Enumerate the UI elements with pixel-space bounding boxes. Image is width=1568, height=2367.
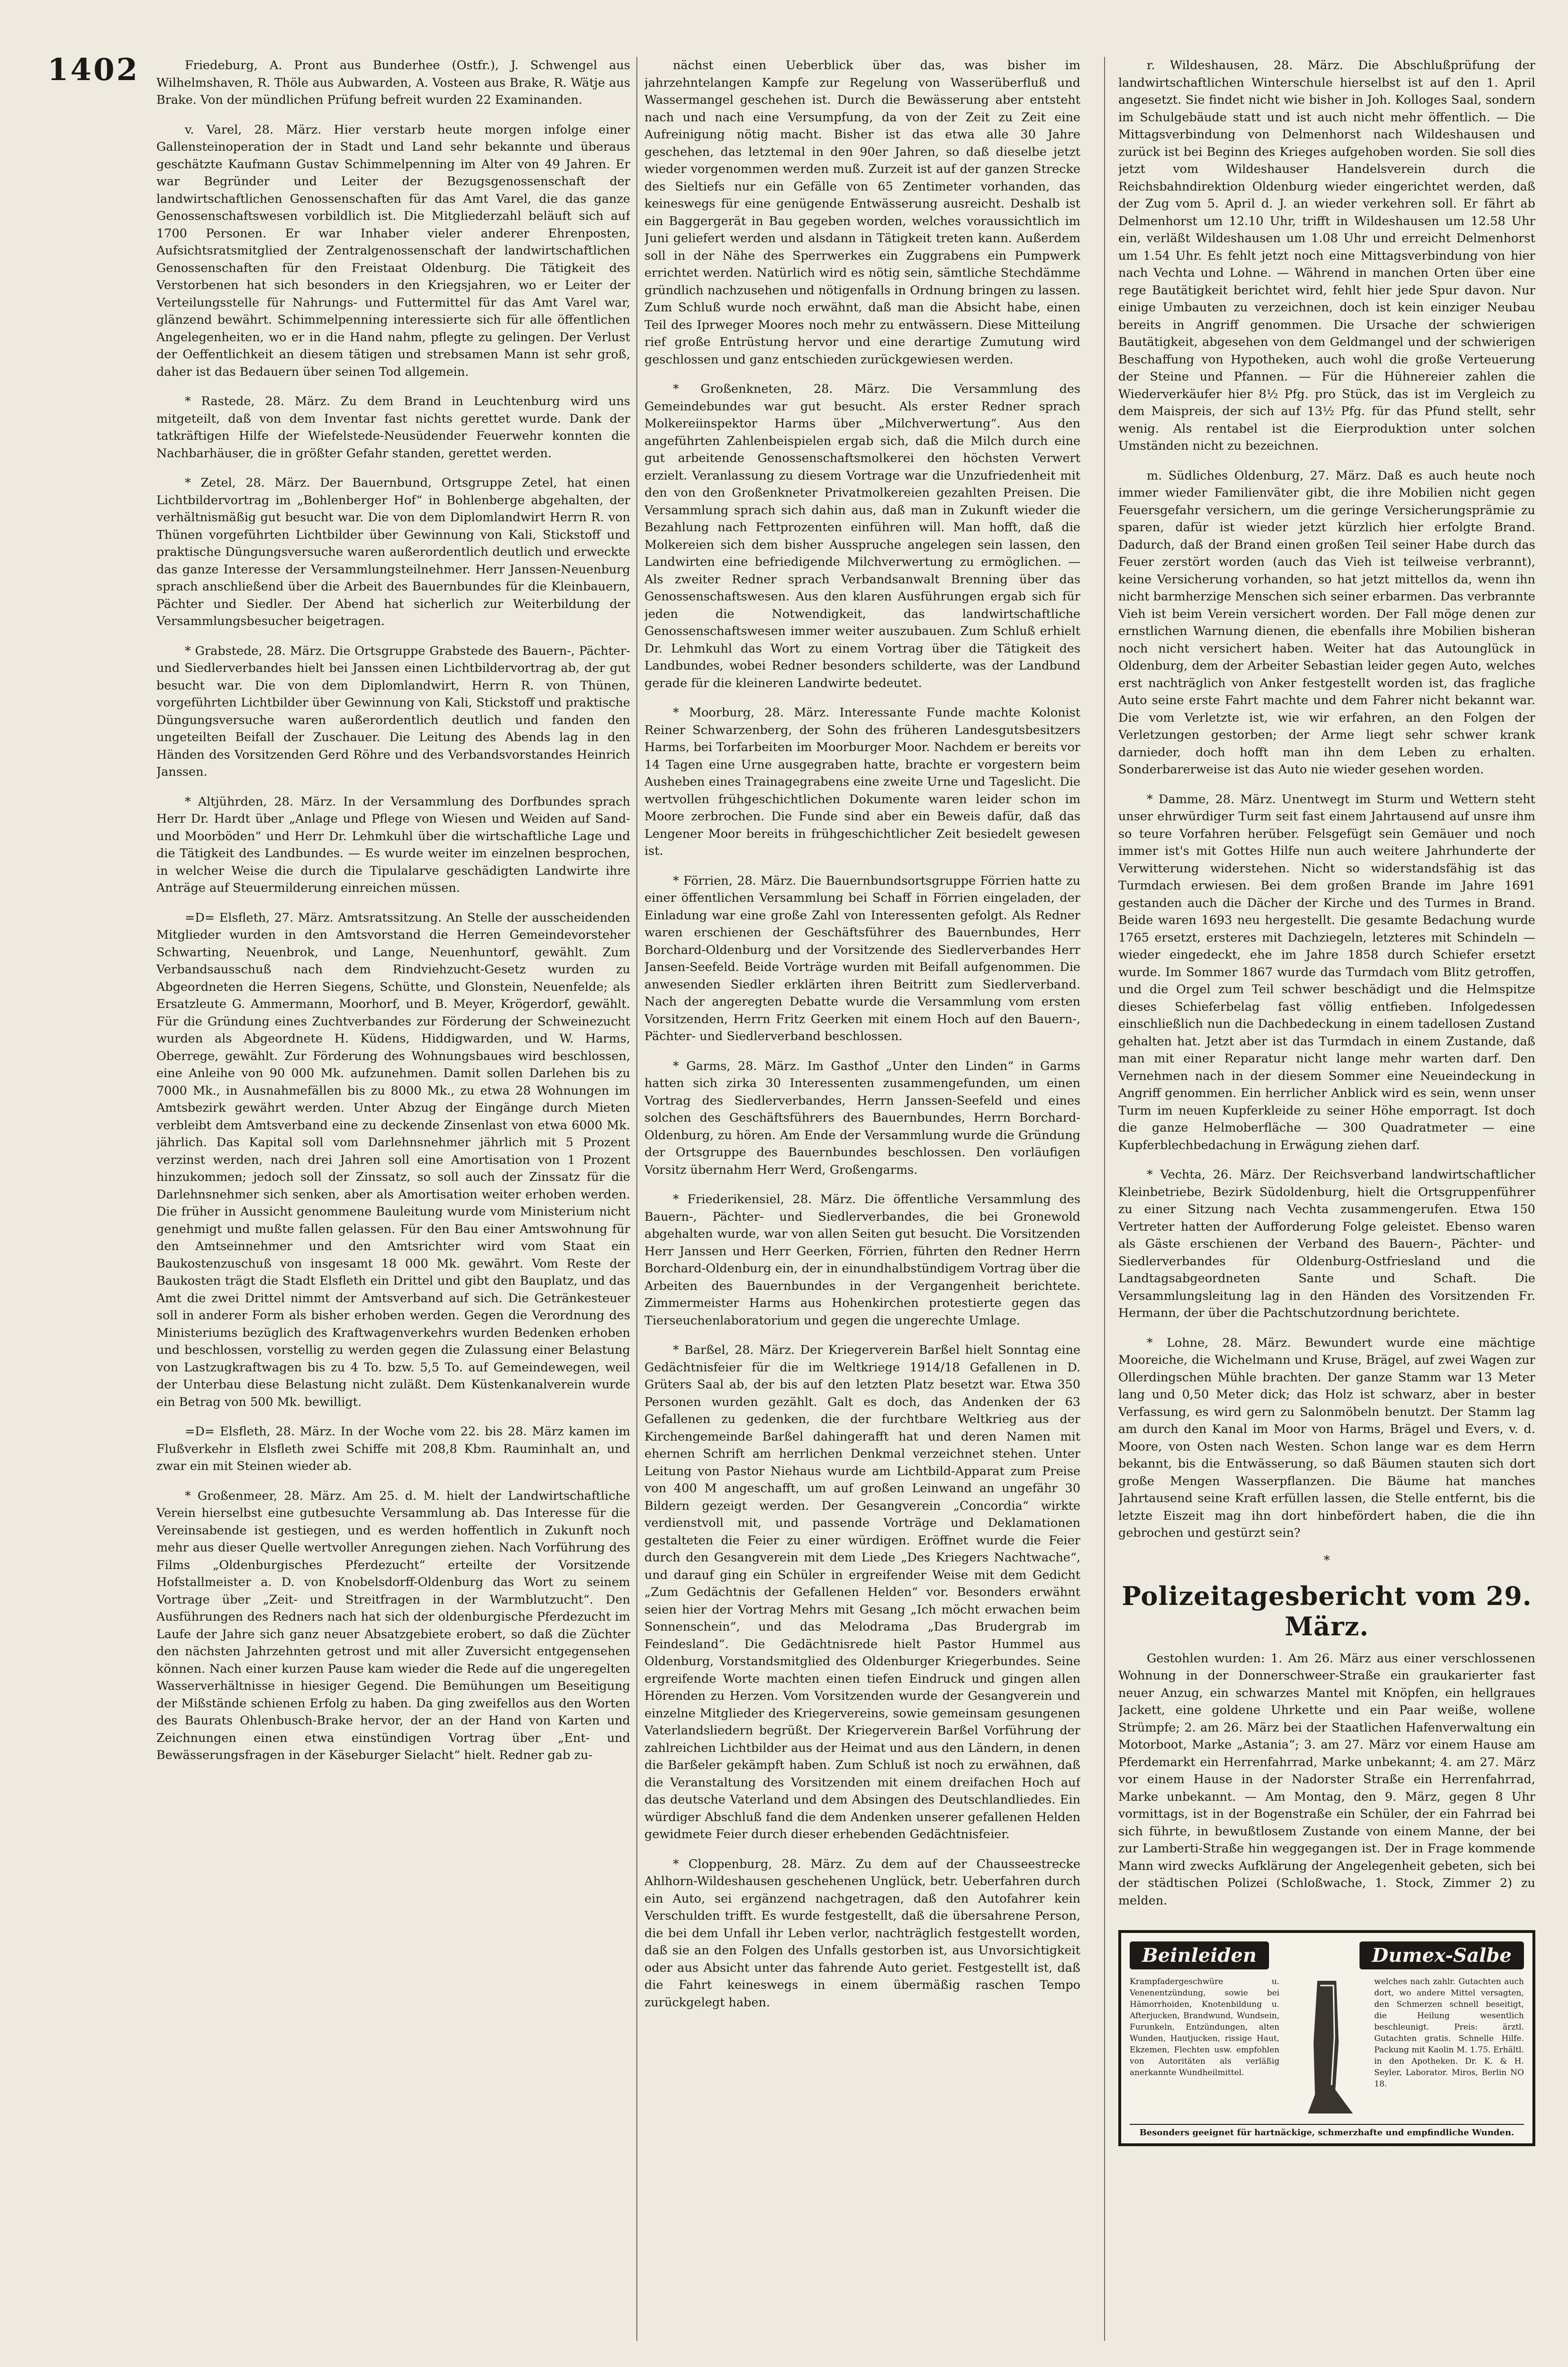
column-3-articles bbox=[1118, 57, 1535, 1542]
news-article: * Garms, 28. März. Im Gasthof „Unter den Linden“ in Garms hatten sich zirka 30 Interessenten zusammengefunden, um einen Vortrag des Siedlerverbandes, Herrn Janssen-Seefeld und eines solchen des Geschäftsführers des Bauernbundes, Herrn Borchard-Oldenburg, zu hören. Am Ende der Versammlung wurde die Gründung der Ortsgruppe des Bauernbundes beschlossen. Den vorläufigen Vorsitz übernahm Herr Werd, Großengarms. bbox=[644, 1059, 1080, 1177]
news-article: * Großenkneten, 28. März. Die Versammlung des Gemeindebundes war gut besucht. Als erster Redner sprach Molkereiinspektor Harms über „Milchverwertung“. Aus den angeführten Zahlenbeispielen ergab sich, daß die Milch durch eine gut arbeitende Genossenschaftsmolkerei den höchsten Verwert erzielt. Veranlassung zu diesem Vortrage war die Unzufriedenheit mit den von den Großenkneter Privatmolkereien gezahlten Preisen. Die Versammlung sprach sich dahin aus, daß man in Zukunft wieder die Bezahlung nach Fettprozenten einführen will. Man hofft, daß die Molkereien sich dem bisher Ausspruche angelegen sein lassen, den Landwirten eine befriedigende Milchverwertung zu ermöglichen. — Als zweiter Redner sprach Verbandsanwalt Brenning über das Genossenschaftswesen. Aus den klaren Ausführungen ergab sich für jeden die Notwendigkeit, das landwirtschaftliche Genossenschaftswesen immer weiter auszubauen. Zum Schluß erhielt Dr. Lehmkuhl das Wort zu einem Vortrag über die Tätigkeit des Landbundes, wobei Redner besonders schilderte, was der Landbund gerade für die kleineren Landwirte bedeutet. bbox=[644, 382, 1080, 690]
news-article: * Zetel, 28. März. Der Bauernbund, Ortsgruppe Zetel, hat einen Lichtbildervortrag im „Bohlenberger Hof“ in Bohlenberge abgehalten, der verhältnismäßig gut besucht war. Die von dem Diplomlandwirt Herrn R. von Thünen vorgeführten Lichtbilder über Gewinnung von Kali, Stickstoff und praktische Düngungsversuche waren außerordentlich deutlich und erweckte das ganze Interesse der Versammlungsteilnehmer. Herr Janssen-Neuenburg sprach anschließend über die Arbeit des Bauernbundes für die Kleinbauern, Pächter und Siedler. Der Abend hat sicherlich zur Weiterbildung der Versammlungsbesucher beigetragen. bbox=[156, 476, 630, 628]
news-article: * Cloppenburg, 28. März. Zu dem auf der Chausseestrecke Ahlhorn-Wildeshausen geschehenen Unglück, betr. Ueberfahren durch ein Auto, sei ergänzend nachgetragen, daß den Autofahrer kein Verschulden trifft. Es wurde festgestellt, daß die übersahrene Person, die bei dem Unfall ihr Leben verlor, nachträglich festgestellt worden, daß sie an den Folgen des Unfalls gestorben ist, aus Unvorsichtigkeit oder aus Absicht unter das fahrende Auto geriet. Festgestellt ist, daß die Fahrt keineswegs in einem übermäßig raschen Tempo zurückgelegt haben. bbox=[644, 1857, 1080, 2010]
news-article: Friedeburg, A. Pront aus Bunderhee (Ostfr.), J. Schwengel aus Wilhelmshaven, R. Thöle aus Aubwarden, A. Vosteen aus Brake, R. Wätje aus Brake. Von der mündlichen Prüfung befreit wurden 22 Examinanden. bbox=[156, 58, 630, 107]
news-article: * Altjührden, 28. März. In der Versammlung des Dorfbundes sprach Herr Dr. Hardt über „Anlage und Pflege von Wiesen und Weiden auf Sand- und Moorböden“ und Herr Dr. Lehmkuhl über die wirtschaftliche Lage und die Tätigkeit des Landbundes. — Es wurde weiter im einzelnen besprochen, in welcher Weise die durch die Tipulalarve geschädigten Landwirte ihre Anträge auf Steuermilderung einreichen müssen. bbox=[156, 794, 630, 895]
news-article: * Barßel, 28. März. Der Kriegerverein Barßel hielt Sonntag eine Gedächtnisfeier für die im Weltkriege 1914/18 Gefallenen in D. Grüters Saal ab, der bis auf den letzten Platz besetzt war. Etwa 350 Personen wurden gezählt. Galt es doch, das Andenken der 63 Gefallenen zu gedenken, die der furchtbare Weltkrieg aus der Kirchengemeinde Barßel dahingerafft hat und deren Namen mit ehernen Schrift am herrlichen Denkmal verzeichnet stehen. Unter Leitung von Pastor Niehaus wurde am Lichtbild-Apparat zum Preise von 400 M angeschafft, um auf großen Leinwand an ungefähr 30 Bildern gezeigt werden. Der Gesangverein „Concordia“ wirkte verdienstvoll mit, und passende Vorträge und Deklamationen gestalteten die Feier zu einer würdigen. Eröffnet wurde die Feier durch den Gesangverein mit dem Liede „Des Kriegers Nachtwache“, und darauf ging ein Schüler in ergreifender Weise mit dem Gedicht „Zum Gedächtnis der Gefallenen Helden“ vor. Besonders erwähnt seien hier der Vortrag Mehrs mit Gesang „Ich möcht erwachen beim Sonnenschein“, und das Melodrama „Das Brudergrab im Feindesland“. Die Gedächtnisrede hielt Pastor Hummel aus Oldenburg, Vorstandsmitglied des Oldenburger Kriegerbundes. Seine ergreifende Worte machten einen tiefen Eindruck und gingen allen Hörenden zu Herzen. Vom Vorsitzenden wurde der Gesangverein und einzelne Mitglieder des Kriegervereins, sowie gemeinsam gesungenen Vaterlandsliedern begrüßt. Der Kriegerverein Barßel Vorführung der zahlreichen Lichtbilder aus der Heimat und aus den Ländern, in denen die Barßeler gekämpft haben. Zum Schluß ist noch zu erwähnen, daß die Veranstaltung des Vorsitzenden mit einem dreifachen Hoch auf das deutsche Vaterland und dem Absingen des Deutschlandliedes. Ein würdiger Abschluß fand die dem Andenken unserer gefallenen Helden gewidmete Feier durch dieser erhebenden Gedächtnisfeier. bbox=[644, 1343, 1080, 1841]
news-article: r. Wildeshausen, 28. März. Die Abschlußprüfung der landwirtschaftlichen Winterschule hierselbst ist auf den 1. April angesetzt. Sie findet nicht wie bisher in Joh. Kolloges Saal, sondern im Schulgebäude statt und ist auch nicht mehr öffentlich. — Die Mittagsverbindung von Delmenhorst nach Wildeshausen und zurück ist bei Beginn des Krieges aufgehoben worden. Sie soll dies jetzt vom Wildeshauser Handelsverein durch die Reichsbahndirektion Oldenburg wieder eingerichtet werden, daß der Zug vom 5. April d. J. an wieder verkehren soll. Er fährt ab Delmenhorst um 12.10 Uhr, trifft in Wildeshausen um 12.58 Uhr ein, verläßt Wildeshausen um 1.08 Uhr und erreicht Delmenhorst um 1.54 Uhr. Es fehlt jetzt noch eine Mittagsverbindung von hier nach Vechta und Lohne. — Während in manchen Orten über eine rege Bautätigkeit berichtet wird, fehlt hier jede Spur davon. Nur einige Umbauten zu verzeichnen, doch ist kein einziger Neubau bereits in Angriff genommen. Die Ursache der schwierigen Bautätigkeit, abgesehen von dem Geldmangel und der schwierigen Beschaffung von Hypotheken, auch wohl die große Verteuerung der Steine und Pfannen. — Für die Hühnereier zahlen die Wiederverkäufer hier 8½ Pfg. pro Stück, das ist im Vergleich zu dem Maispreis, der sich auf 13½ Pfg. für das Pfund stellt, sehr wenig. Als rentabel ist die Eierproduktion unter solchen Umständen nicht zu bezeichnen. bbox=[1118, 58, 1535, 453]
news-article: * Förrien, 28. März. Die Bauernbundsortsgruppe Förrien hatte zu einer öffentlichen Versammlung bei Schaff in Förrien eingeladen, der Einladung war eine große Zahl von Interessenten gefolgt. Als Redner waren erschienen der Geschäftsführer des Bauernbundes, Herr Borchard-Oldenburg und der Vorsitzende des Siedlerverbandes Herr Jansen-Seefeld. Beide Vorträge wurden mit Beifall aufgenommen. Die anwesenden Siedler erklärten ihren Beitritt zum Siedlerverband. Nach der angeregten Debatte wurde die Versammlung vom ersten Vorsitzenden, Herrn Fritz Geerken mit einem Hoch auf den Bauern-, Pächter- und Siedlerverband beschlossen. bbox=[644, 873, 1080, 1043]
news-article: v. Varel, 28. März. Hier verstarb heute morgen infolge einer Gallensteinoperation der in Stadt und Land sehr bekannte und überaus geschätzte Kaufmann Gustav Schimmelpenning im Alter von 49 Jahren. Er war Begründer und Leiter der Bezugsgenossenschaft der landwirtschaftlichen Genossenschaften für das Amt Varel, die das ganze Genossenschaftswesen vorbildlich ist. Die Mitgliederzahl beläuft sich auf 1700 Personen. Er war Inhaber vieler anderer Ehrenposten, Aufsichtsratsmitglied der Zentralgenossenschaft der landwirtschaftlichen Genossenschaften für den Freistaat Oldenburg. Die Tätigkeit des Verstorbenen hat sich besonders in den Kriegsjahren, wo er Leiter der Verteilungsstelle für Nahrungs- und Futtermittel für das Amt Varel war, glänzend bewährt. Schimmelpenning interessierte sich für alle öffentlichen Angelegenheiten, wo er in die Hand nahm, pflegte zu gelingen. Der Verlust der Oeffentlichkeit an diesem tätigen und strebsamen Mann ist sehr groß, daher ist das Bedauern über seinen Tod allgemein. bbox=[156, 122, 630, 379]
ad-text-right: welches nach zahlr. Gutachten auch dort, wo andere Mittel versagten, den Schmerzen schnell beseitigt, die Heilung wesentlich beschleunigt. Preis: ärztl. Gutachten gratis. Schnelle Hilfe. Packung mit Kaolin M. 1.75. Erhältl. in den Apotheken. Dr. K. & H. Seyler, Laborator. Miros, Berlin NO 18. bbox=[1374, 1977, 1524, 2089]
ad-banner-right: Dumex-Salbe bbox=[1360, 1941, 1524, 1969]
police-report-text: Gestohlen wurden: 1. Am 26. März aus einer verschlossenen Wohnung in der Donnerschweer-Straße ein graukarierter fast neuer Anzug, ein schwarzes Mantel mit Knöpfen, ein hellgraues Jackett, eine goldene Uhrkette und ein Paar weiße, wollene Strümpfe; 2. am 26. März bei der Staatlichen Hafenverwaltung ein Motorboot, Marke „Astania“; 3. am 27. März vor einem Hause am Pferdemarkt ein Herrenfahrrad, Marke unbekannt; 4. am 27. März vor einem Hause in der Nadorster Straße ein Herrenfahrrad, Marke unbekannt. — Am Montag, den 9. März, gegen 8 Uhr vormittags, ist in der Bogenstraße ein Schüler, der ein Fahrrad bei sich führte, in bewußtlosem Zustande von einem Manne, der bei zur Lamberti-Straße hin weggegangen ist. Der in Frage kommende Mann wird zwecks Aufklärung der Angelegenheit gebeten, sich bei der städtischen Polizei (Schloßwache, 1. Stock, Zimmer 2) zu melden. bbox=[1118, 1651, 1535, 1908]
news-article: =D= Elsfleth, 28. März. In der Woche vom 22. bis 28. März kamen im Flußverkehr in Elsfleth zwei Schiffe mit 208,8 Kbm. Rauminhalt an, und zwar ein mit Steinen wieder ab. bbox=[156, 1424, 630, 1473]
column-3 bbox=[1118, 57, 1535, 2341]
column-1 bbox=[156, 57, 630, 2341]
column-2 bbox=[644, 57, 1080, 2341]
ad-text-left: Krampfadergeschwüre u. Venenentzündung, sowie bei Hämorrhoiden, Knotenbildung u. Afterjucken, Brandwund, Wundsein, Furunkeln, Entzündungen, alten Wunden, Hautjucken, rissige Haut, Ekzemen, Flechten usw. empfohlen von Autoritäten als verläßig anerkannte Wundheilmittel. bbox=[1130, 1977, 1279, 2077]
news-article: =D= Elsfleth, 27. März. Amtsratssitzung. An Stelle der ausscheidenden Mitglieder wurden in den Amtsvorstand die Herren Gemeindevorsteher Schwarting, Neuenbrok, und Lange, Neuenhuntorf, gewählt. Zum Verbandsausschuß nach dem Rindviehzucht-Gesetz wurden zu Abgeordneten die Herren Siegens, Schütte, und Glonstein, Neuenfelde; als Ersatzleute G. Ammermann, Moorhorf, und B. Meyer, Krögerdorf, gewählt. Für die Gründung eines Zuchtverbandes zur Förderung der Schweinezucht wurden als Abgeordnete H. Küdens, Hiddigwarden, und W. Harms, Oberrege, gewählt. Zur Förderung des Wohnungsbaues wird beschlossen, eine Anleihe von 90 000 Mk. aufzunehmen. Damit sollen Darlehen bis zu 7000 Mk., in Ausnahmefällen bis zu 8000 Mk., zu etwa 28 Wohnungen im Amtsbezirk gewährt werden. Unter Abzug der Eingänge durch Mieten verbleibt dem Amtsverband eine zu deckende Zinsenlast von etwa 6000 Mk. jährlich. Das Kapital soll vom Darlehnsnehmer jährlich mit 5 Prozent verzinst werden, nach drei Jahren soll eine Amortisation von 1 Prozent hinzukommen; jedoch soll der Zinssatz, so soll auch der Zinssatz für die Darlehnsnehmer sich senken, aber als Amortisation weiter erhoben werden. Die früher in Aussicht genommene Bauleitung wurde vom Ministerium nicht genehmigt und mußte fallen gelassen. Für den Bau einer Amtswohnung für den Amtseinnehmer und den Amtsrichter wird vom Staat ein Baukostenzuschuß von insgesamt 18 000 Mk. gewährt. Vom Reste der Baukosten trägt die Stadt Elsfleth ein Drittel und gibt den Bauplatz, und das Amt die zwei Drittel nimmt der Amtsverband auf sich. Die Getränkesteuer soll in anderer Form als bisher erhoben werden. Gegen die Verordnung des Ministeriums bezüglich des Kraftwagenverkehrs wurden Bedenken erhoben und beschlossen, vorstellig zu werden gegen die Zulassung einer Belastung von Lastzugkraftwagen bis zu 4 To. bzw. 5,5 To. auf Gemeindewegen, weil der Unterbau diese Belastung nicht zuläßt. Dem Küstenkanalverein wurde ein Betrag von 500 Mk. bewilligt. bbox=[156, 910, 630, 1409]
column-rule bbox=[636, 57, 637, 2341]
ad-banner-left: Beinleiden bbox=[1130, 1941, 1269, 1969]
leg-illustration bbox=[1289, 1976, 1365, 2118]
news-article: * Großenmeer, 28. März. Am 25. d. M. hielt der Landwirtschaftliche Verein hierselbst eine gutbesuchte Versammlung ab. Das Interesse für die Vereinsabende ist gestiegen, und es werden hoffentlich in Zukunft noch mehr aus dieser Quelle wertvoller Anregungen ziehen. Nach Vorführung des Films „Oldenburgisches Pferdezucht“ erteilte der Vorsitzende Hofstallmeister a. D. von Knobelsdorff-Oldenburg das Wort zu seinem Vortrage über „Zeit- und Streitfragen in der Warmblutzucht“. Den Ausführungen des Redners nach hat sich der oldenburgische Pferdezucht im Laufe der Jahre sich ganz neuer Absatzgebiete erobert, so daß die Züchter den nächsten Jahrzehnten getrost und mit aller Zuversicht entgegensehen können. Nach einer kurzen Pause kam wieder die Rede auf die ungeregelten Wasserverhältnisse in hiesiger Gegend. Die Bemühungen um Beseitigung der Mißstände schienen Erfolg zu haben. Da ging zweifellos aus den Worten des Baurats Ohlenbusch-Brake hervor, der an der Hand von Karten und Zeichnungen einen etwa einstündigen Vortrag über „Ent- und Bewässerungsfragen in der Käseburger Sielacht“ hielt. Redner gab zu- bbox=[156, 1488, 630, 1762]
ad-footer: Besonders geeignet für hartnäckige, schmerzhafte und empfindliche Wunden. bbox=[1130, 2124, 1524, 2138]
news-article: * Vechta, 26. März. Der Reichsverband landwirtschaftlicher Kleinbetriebe, Bezirk Südoldenburg, hielt die Ortsgruppenführer zu einer Sitzung nach Vechta zusammengerufen. Etwa 150 Vertreter hatten der Aufforderung Folge geleistet. Ebenso waren als Gäste erschienen der Verband des Bauern-, Pächter- und Siedlerverbandes für Oldenburg-Ostfriesland und die Landtagsabgeordneten Sante und Schaft. Die Versammlungsleitung lag in den Händen des Vorsitzenden Fr. Hermann, der über die Pachtschutzordnung berichtete. bbox=[1118, 1168, 1535, 1320]
column-rule bbox=[1104, 57, 1105, 2341]
news-article: * Rastede, 28. März. Zu dem Brand in Leuchtenburg wird uns mitgeteilt, daß von dem Inventar fast nichts gerettet wurde. Dank der tatkräftigen Hilfe der Wiefelstede-Neusüdender Feuerwehr konnten die Nachbarhäuser, die in größter Gefahr standen, gerettet werden. bbox=[156, 394, 630, 461]
page-number: 1402 bbox=[47, 52, 140, 88]
separator-star: * bbox=[1323, 1553, 1330, 1568]
news-article: m. Südliches Oldenburg, 27. März. Daß es auch heute noch immer wieder Familienväter gibt, die ihre Mobilien nicht gegen Feuersgefahr versichern, um die geringe Versicherungsprämie zu sparen, dafür ist wieder jetzt kürzlich hier erfolgte Brand. Dadurch, daß der Brand einen großen Teil seiner Habe durch das Feuer zerstört worden (auch das Vieh ist teilweise verbrannt), keine Versicherung vorhanden, so hat jetzt mittellos da, wenn ihn nicht barmherzige Menschen sich seiner erbarmen. Das verbrannte Vieh ist beim Verein versichert worden. Der Fall möge denen zur ernstlichen Warnung dienen, die ebenfalls ihre Mobilien bisheran noch nicht versichert haben. Weiter hat das Autounglück in Oldenburg, dem der Arbeiter Sebastian leider gegen Auto, welches erst nachträglich von Anker festgestellt worden ist, das fragliche Auto seine erste Fahrt machte und dem Fahrer nicht bekannt war. Die vom Verletzte ist, wie wir erfahren, an den Folgen der Verletzungen gestorben; der Arme liegt sehr schwer krank darnieder, doch hofft man ihn dem Leben zu erhalten. Sonderbarerweise ist das Auto nie wieder gesehen worden. bbox=[1118, 468, 1535, 777]
news-article: * Moorburg, 28. März. Interessante Funde machte Kolonist Reiner Schwarzenberg, der Sohn des früheren Landesgutsbesitzers Harms, bei Torfarbeiten im Moorburger Moor. Nachdem er bereits vor 14 Tagen eine Urne ausgegraben hatte, brachte er vorgestern beim Ausheben eines Trainagegrabens eine zweite Urne und Tageslicht. Die wertvollen frühgeschichtlichen Dokumente waren leider schon im Moore zerbrochen. Die Funde sind aber ein Beweis dafür, daß das Lengener Moor bereits in frühgeschichtlicher Zeit besiedelt gewesen ist. bbox=[644, 706, 1080, 858]
news-article: * Lohne, 28. März. Bewundert wurde eine mächtige Mooreiche, die Wichelmann und Kruse, Brägel, auf zwei Wagen zur Ollerdingschen Mühle brachten. Der ganze Stamm war 13 Meter lang und 0,50 Meter dick; das Holz ist schwarz, aber in bester Verfassung, es wird gern zu Salonmöbeln benutzt. Der Stamm lag am durch den Kanal im Moor von Harms, Brägel und Evers, v. d. Moore, von Osten nach Westen. Schon lange war es dem Herrn bekannt, bis die Entwässerung, so daß Bäumen stauten sich dort große Mengen Wasserpflanzen. Die Bäume hat manches Jahrtausend seine Kraft erfüllen lassen, die Stelle entfernt, bis die letzte Eiszeit mag ihn dort hinbefördert haben, die die ihn gebrochen und gestürzt sein? bbox=[1118, 1335, 1535, 1540]
advertisement bbox=[1118, 1930, 1535, 2146]
police-report-heading: Polizeitagesbericht vom 29. März. bbox=[1122, 1580, 1532, 1641]
news-article: * Grabstede, 28. März. Die Ortsgruppe Grabstede des Bauern-, Pächter- und Siedlerverbandes hielt bei Janssen einen Lichtbildervortrag ab, der gut besucht war. Die von dem Diplomlandwirt, Herrn R. von Thünen, vorgeführten Lichtbilder über Gewinnung von Kali, Stickstoff und praktische Düngungsversuche waren außerordentlich deutlich und fanden den ungeteilten Beifall der Zuschauer. Die Leitung des Abends lag in den Händen des Vorsitzenden Gerd Röhre und des Verbandsvorstandes Heinrich Janssen. bbox=[156, 644, 630, 779]
news-article: nächst einen Ueberblick über das, was bisher im jahrzehntelangen Kampfe zur Regelung von Wasserüberfluß und Wassermangel geschehen ist. Durch die Bewässerung aber entsteht nach und nach eine Versumpfung, da von der Zeit zu Zeit eine Aufreinigung nötig macht. Bisher ist das etwa alle 30 Jahre geschehen, das letztemal in den 90er Jahren, so daß dieselbe jetzt wieder vorgenommen werden muß. Zurzeit ist auf der ganzen Strecke des Sieltiefs nur ein Gefälle von 65 Zentimeter vorhanden, das keineswegs für eine genügende Entwässerung ausreicht. Deshalb ist ein Baggergerät in Bau gegeben worden, welches voraussichtlich im Juni geliefert werden und alsdann in Tätigkeit treten kann. Außerdem soll in der Nähe des Sperrwerkes ein Zuggrabens ein Pumpwerk errichtet werden. Natürlich wird es nötig sein, sämtliche Stechdämme gründlich nachzusehen und nötigenfalls in Ordnung bringen zu lassen. Zum Schluß wurde noch erwähnt, daß man die Absicht habe, einen Teil des Iprweger Moores noch mehr zu entwässern. Diese Mitteilung rief große Entrüstung hervor und eine derartige Zumutung wird geschlossen und ganz entschieden zurückgewiesen werden. bbox=[644, 58, 1080, 367]
news-article: * Friederikensiel, 28. März. Die öffentliche Versammlung des Bauern-, Pächter- und Siedlerverbandes, die bei Gronewold abgehalten wurde, war von allen Seiten gut besucht. Die Vorsitzenden Herr Janssen und Herr Geerken, Förrien, führten den Redner Herrn Borchard-Oldenburg ein, der in einundhalbstündigem Vortrag über die Arbeiten des Bauernbundes in der Vergangenheit berichtete. Zimmermeister Harms aus Hohenkirchen protestierte gegen das Tierseuchenlaboratorium und gegen die ungerechte Umlage. bbox=[644, 1192, 1080, 1328]
news-article: * Damme, 28. März. Unentwegt im Sturm und Wettern steht unser ehrwürdiger Turm seit fast einem Jahrtausend auf unsre ihm so teure Vorfahren herüber. Felsgefügt sein Gemäuer und noch immer ist's mit Gottes Hilfe nun auch weitere Jahrhunderte der Verwitterung widerstehen. Nicht so widerstandsfähig ist das Turmdach erwiesen. Bei dem großen Brande im Jahre 1691 gestanden auch die Dächer der Kirche und des Turmes in Brand. Beide waren 1693 neu hergestellt. Die gesamte Bedachung wurde 1765 ersetzt, ersteres mit Dachziegeln, letzteres mit Schindeln — wieder eingedeckt, ehe im Jahre 1858 durch Schiefer ersetzt wurde. Im Sommer 1867 wurde das Turmdach vom Blitz getroffen, und die Orgel zum Teil schwer beschädigt und die Helmspitze dieses Schieferbelag fast völlig entfieben. Infolgedessen einschließlich nun die Dachbedeckung in einem tadellosen Zustand gehalten hat. Jetzt aber ist das Turmdach in einem Zustande, daß man mit einer Reparatur nicht lange mehr warten darf. Den Vernehmen nach in der diesem Sommer eine Neueindeckung in Angriff genommen. Ein herrlicher Anblick wird es sein, wenn unser Turm im neuen Kupferkleide zu seiner Höhe emporragt. Ist doch die ganze Helmoberfläche — 300 Quadratmeter — eine Kupferblechbedachung in Erwägung ziehen darf. bbox=[1118, 792, 1535, 1152]
